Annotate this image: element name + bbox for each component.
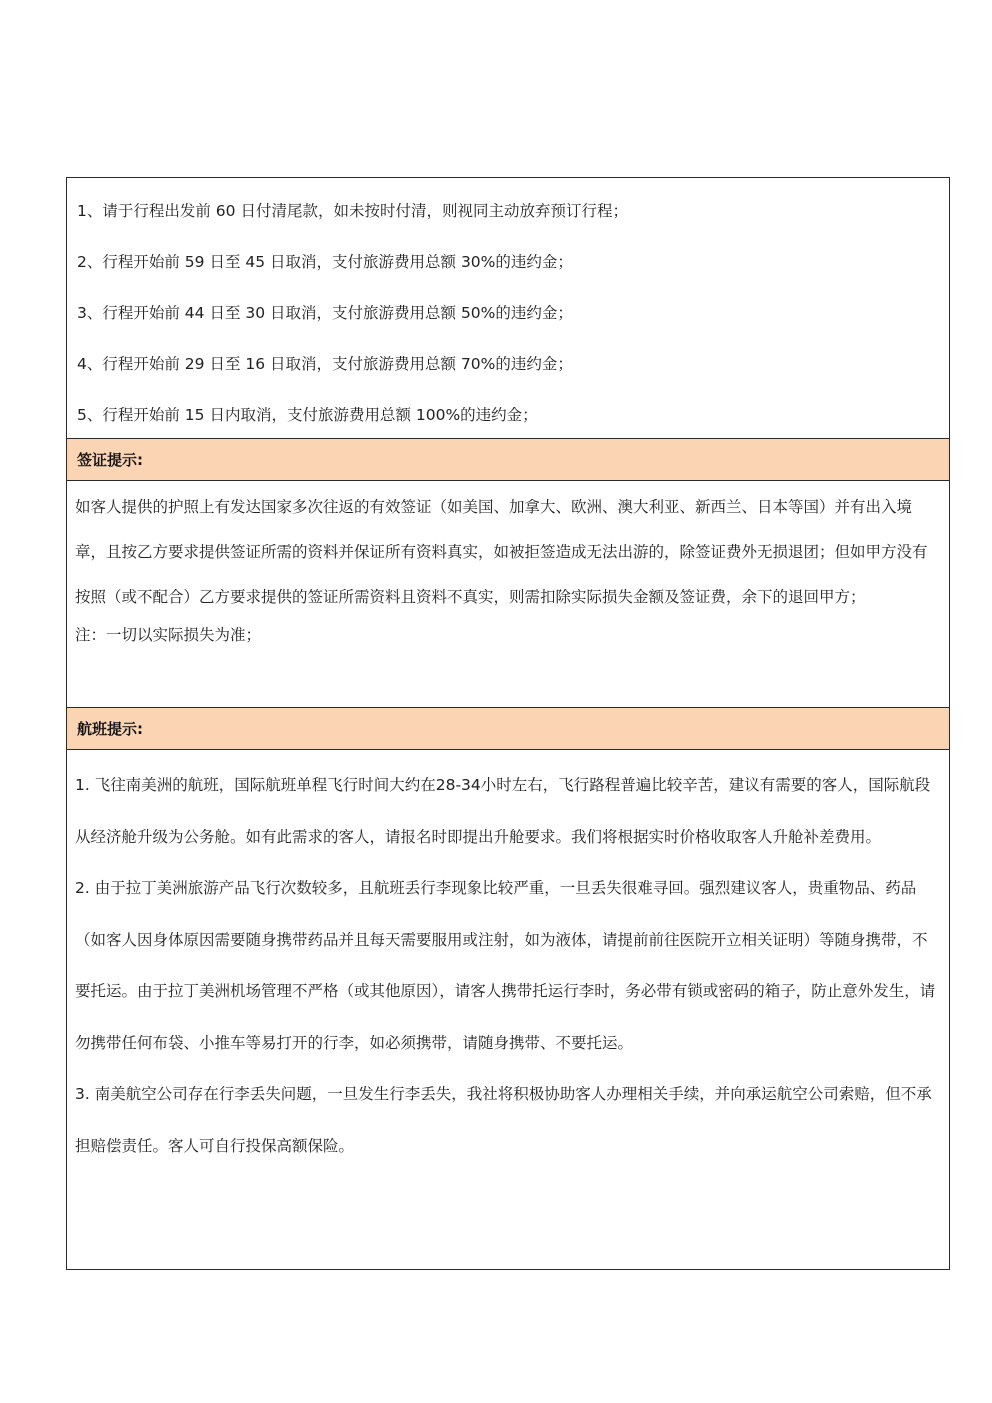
cancellation-item: 2、行程开始前 59 日至 45 日取消，支付旅游费用总额 30%的违约金； <box>77 252 573 271</box>
flight-item: 1. 飞往南美洲的航班，国际航班单程飞行时间大约在28-34小时左右，飞行路程普遍比较辛苦，建议有需要的客人，国际航段从经济舱升级为公务舱。如有此需求的客人，请报名时即提出升舱要求。我们将根据实时价格收取客人升舱补差费用。 <box>75 776 931 846</box>
flight-heading: 航班提示: <box>67 707 949 749</box>
cancellation-item: 5、行程开始前 15 日内取消，支付旅游费用总额 100%的违约金； <box>77 405 538 424</box>
visa-heading: 签证提示: <box>67 438 949 480</box>
flight-item: 3. 南美航空公司存在行李丢失问题，一旦发生行李丢失，我社将积极协助客人办理相关手续，并向承运航空公司索赔，但不承担赔偿责任。客人可自行投保高额保险。 <box>75 1085 932 1155</box>
cancellation-section <box>67 178 949 438</box>
visa-note: 注：一切以实际损失为准； <box>75 626 262 644</box>
flight-item: 2. 由于拉丁美洲旅游产品飞行次数较多，且航班丢行李现象比较严重，一旦丢失很难寻回。强烈建议客人，贵重物品、药品（如客人因身体原因需要随身携带药品并且每天需要服用或注射，如为液体，请提前前往医院开立相关证明）等随身携带，不要托运。由于拉丁美洲机场管理不严格（或其他原因），请客人携带托运行李时，务必带有锁或密码的箱子，防止意外发生，请勿携带任何布袋、小推车等易打开的行李，如必须携带，请随身携带、不要托运。 <box>75 879 936 1052</box>
flight-section <box>67 749 949 1269</box>
cancellation-item: 3、行程开始前 44 日至 30 日取消，支付旅游费用总额 50%的违约金； <box>77 303 573 322</box>
visa-section <box>67 480 949 707</box>
visa-body: 如客人提供的护照上有发达国家多次往返的有效签证（如美国、加拿大、欧洲、澳大利亚、新西兰、日本等国）并有出入境章，且按乙方要求提供签证所需的资料并保证所有资料真实，如被拒签造成无法出游的，除签证费外无损退团；但如甲方没有按照（或不配合）乙方要求提供的签证所需资料且资料不真实，则需扣除实际损失金额及签证费，余下的退回甲方； <box>75 498 928 606</box>
terms-table <box>66 177 950 1270</box>
cancellation-item: 4、行程开始前 29 日至 16 日取消，支付旅游费用总额 70%的违约金； <box>77 354 573 373</box>
cancellation-item: 1、请于行程出发前 60 日付清尾款，如未按时付清，则视同主动放弃预订行程； <box>77 201 628 220</box>
